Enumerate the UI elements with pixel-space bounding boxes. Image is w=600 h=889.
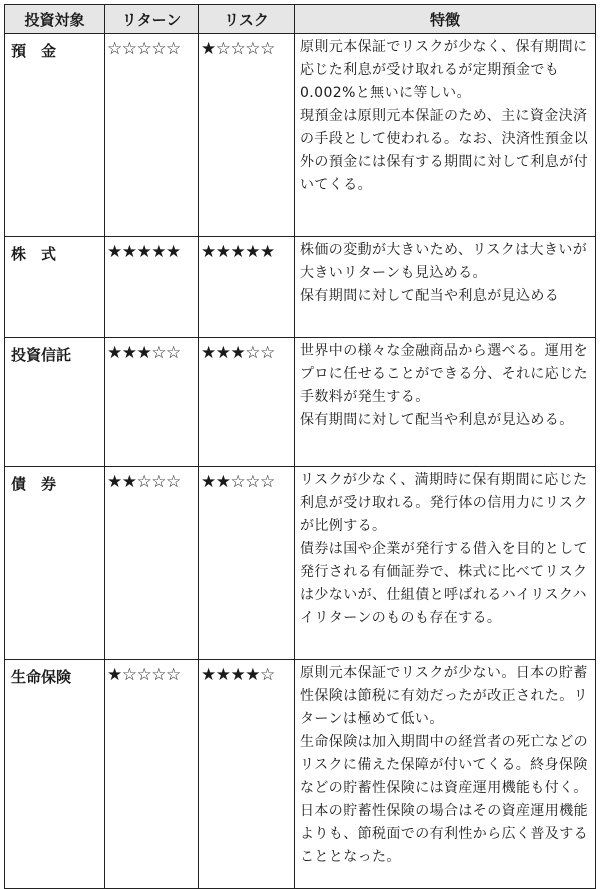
feature-cell	[295, 237, 596, 338]
feature-text: 原則元本保証でリスクが少なく、保有期間に応じた利息が受け取れるが定期預金でも0.002%と無いに等しい。	[300, 39, 588, 101]
feature-text: リスクが少なく、満期時に保有期間に応じた利息が受け取れる。発行体の信用力にリスクが比例する。	[300, 472, 588, 534]
return-rating: ☆☆☆☆☆	[105, 34, 199, 237]
table-row	[5, 34, 596, 237]
row-type: 預 金	[5, 34, 105, 237]
feature-text: 現預金は原則元本保証のため、主に資金決済の手段として使われる。なお、決済性預金以外の預金には保有する期間に対して利息が付いてくる。	[300, 108, 588, 193]
risk-rating: ★★☆☆☆	[199, 467, 295, 660]
feature-text: 保有期間に対して配当や利息が見込める。	[300, 412, 574, 428]
risk-rating: ★★★☆☆	[199, 338, 295, 467]
feature-cell	[295, 34, 596, 237]
feature-text: 生命保険は加入期間中の経営者の死亡などのリスクに備えた保障が付いてくる。終身保険などの貯蓄性保険には資産運用機能も付く。日本の貯蓄性保険の場合はその資産運用機能よりも、節税面での有利性から広く普及することとなった。	[300, 734, 588, 865]
risk-rating: ★☆☆☆☆	[199, 34, 295, 237]
feature-text: 世界中の様々な金融商品から選べる。運用をプロに任せることができる分、それに応じた手数料が発生する。	[300, 343, 588, 405]
header-type: 投資対象	[5, 5, 105, 34]
table-row	[5, 237, 596, 338]
investment-comparison	[4, 4, 596, 889]
table-row	[5, 467, 596, 660]
row-type: 債 券	[5, 467, 105, 660]
header-feature: 特徴	[295, 5, 596, 34]
return-rating: ★★☆☆☆	[105, 467, 199, 660]
row-type: 生命保険	[5, 660, 105, 889]
risk-rating: ★★★★☆	[199, 660, 295, 889]
investment-table	[4, 4, 596, 889]
table-row	[5, 338, 596, 467]
row-type: 株 式	[5, 237, 105, 338]
feature-cell	[295, 338, 596, 467]
feature-cell	[295, 467, 596, 660]
return-rating: ★☆☆☆☆	[105, 660, 199, 889]
feature-text: 保有期間に対して配当や利息が見込める	[300, 288, 560, 304]
return-rating: ★★★★★	[105, 237, 199, 338]
header-risk: リスク	[199, 5, 295, 34]
feature-cell	[295, 660, 596, 889]
feature-text: 債券は国や企業が発行する借入を目的として発行される有価証券で、株式に比べてリスクは少ないが、仕組債と呼ばれるハイリスクハイリターンのものも存在する。	[300, 541, 588, 626]
feature-text: 株価の変動が大きいため、リスクは大きいが大きいリターンも見込める。	[300, 242, 588, 281]
table-row	[5, 660, 596, 889]
return-rating: ★★★☆☆	[105, 338, 199, 467]
row-type: 投資信託	[5, 338, 105, 467]
header-return: リターン	[105, 5, 199, 34]
feature-text: 原則元本保証でリスクが少ない。日本の貯蓄性保険は節税に有効だったが改正された。リターンは極めて低い。	[300, 665, 588, 727]
header-row	[5, 5, 596, 34]
risk-rating: ★★★★★	[199, 237, 295, 338]
